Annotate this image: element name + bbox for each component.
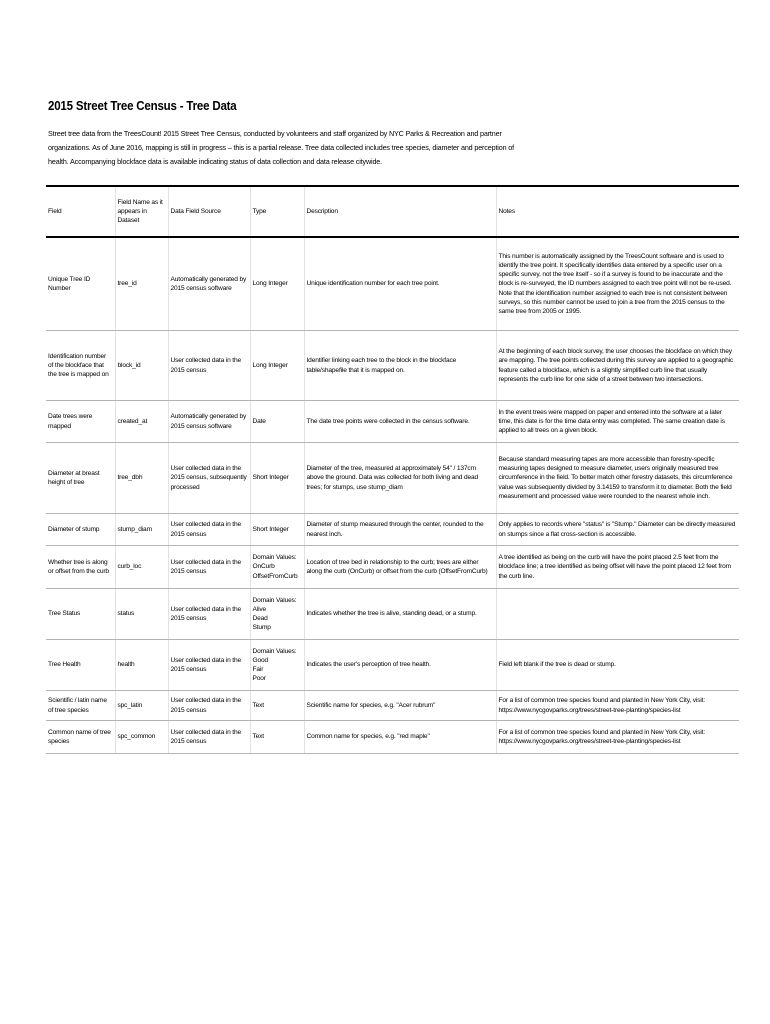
header-notes: Notes — [496, 186, 739, 237]
table-row — [46, 691, 739, 721]
cell-source: Automatically generated by 2015 census software — [168, 401, 250, 443]
cell-description: Common name for species, e.g. "red maple" — [304, 721, 496, 754]
cell-field-name: stump_diam — [115, 514, 168, 546]
cell-field-name: status — [115, 589, 168, 640]
cell-field-name: tree_dbh — [115, 443, 168, 514]
cell-source: User collected data in the 2015 census — [168, 331, 250, 401]
cell-field: Tree Status — [46, 589, 115, 640]
cell-field-name: spc_common — [115, 721, 168, 754]
cell-type: Text — [250, 691, 304, 721]
cell-field: Diameter at breast height of tree — [46, 443, 115, 514]
cell-field-name: block_id — [115, 331, 168, 401]
table-row — [46, 443, 739, 514]
cell-notes: Only applies to records where "status" is "Stump." Diameter can be directly measured on stumps since a flat cross-section is accessible. — [496, 514, 739, 546]
cell-notes: Field left blank if the tree is dead or stump. — [496, 640, 739, 691]
cell-source: User collected data in the 2015 census — [168, 514, 250, 546]
cell-field-name: curb_loc — [115, 546, 168, 589]
table-row — [46, 331, 739, 401]
cell-type: Long Integer — [250, 237, 304, 331]
cell-description: Location of tree bed in relationship to the curb; trees are either along the curb (OnCurb) or offset from the curb (OffsetFromCurb) — [304, 546, 496, 589]
cell-field-name: spc_latin — [115, 691, 168, 721]
cell-type: Date — [250, 401, 304, 443]
cell-source: Automatically generated by 2015 census software — [168, 237, 250, 331]
cell-field-name: tree_id — [115, 237, 168, 331]
cell-type: Domain Values: OnCurb OffsetFromCurb — [250, 546, 304, 589]
table-row — [46, 237, 739, 331]
cell-field: Tree Health — [46, 640, 115, 691]
cell-type: Domain Values: Good Fair Poor — [250, 640, 304, 691]
header-field-name: Field Name as it appears in Dataset — [115, 186, 168, 237]
cell-notes: For a list of common tree species found and planted in New York City, visit: https://www.nycgovparks.org/trees/street-tree-planting/species-list — [496, 721, 739, 754]
cell-field: Common name of tree species — [46, 721, 115, 754]
cell-type: Short Integer — [250, 443, 304, 514]
cell-source: User collected data in the 2015 census, subsequently processed — [168, 443, 250, 514]
cell-description: Diameter of the tree, measured at approximately 54" / 137cm above the ground. Data was collected for both living and dead trees; for stumps, use stump_diam — [304, 443, 496, 514]
cell-source: User collected data in the 2015 census — [168, 589, 250, 640]
cell-type: Domain Values: Alive Dead Stump — [250, 589, 304, 640]
cell-type: Text — [250, 721, 304, 754]
header-type: Type — [250, 186, 304, 237]
cell-field: Date trees were mapped — [46, 401, 115, 443]
cell-description: Indicates whether the tree is alive, standing dead, or a stump. — [304, 589, 496, 640]
cell-field: Scientific / latin name of tree species — [46, 691, 115, 721]
header-data-source: Data Field Source — [168, 186, 250, 237]
cell-field-name: created_at — [115, 401, 168, 443]
cell-field: Diameter of stump — [46, 514, 115, 546]
cell-notes: A tree identified as being on the curb will have the point placed 2.5 feet from the blockface line; a tree identified as being offset will have the point placed 12 feet from the curb line. — [496, 546, 739, 589]
cell-notes: This number is automatically assigned by the TreesCount software and is used to identify the tree point. It specifically identifies data entered by a specific user on a specific survey, not the tree itself - so if a survey is found to be inaccurate and the block is re-surveyed, the ID numbers assigned to each tree point will not be re-used. Note that the identification number assigned to each tree is not consistent between surveys, so this number cannot be used to join a tree from the 2015 census to the same tree from 2005 or 1995. — [496, 237, 739, 331]
cell-description: The date tree points were collected in the census software. — [304, 401, 496, 443]
header-field: Field — [46, 186, 115, 237]
data-dictionary-table — [46, 185, 739, 754]
cell-field: Identification number of the blockface that the tree is mapped on — [46, 331, 115, 401]
table-row — [46, 546, 739, 589]
table-row — [46, 401, 739, 443]
table-row — [46, 640, 739, 691]
cell-notes: At the beginning of each block survey, the user chooses the blockface on which they are mapping. The tree points collected during this survey are applied to a geographic feature called a blockface, which is a slightly simplified curb line that usually represents the curb line for one side of a street between two intersections. — [496, 331, 739, 401]
page-title: 2015 Street Tree Census - Tree Data — [48, 99, 237, 113]
cell-field: Unique Tree ID Number — [46, 237, 115, 331]
cell-field-name: health — [115, 640, 168, 691]
table-row — [46, 589, 739, 640]
cell-source: User collected data in the 2015 census — [168, 640, 250, 691]
intro-paragraph: Street tree data from the TreesCount! 2015 Street Tree Census, conducted by volunteers and staff organized by NYC Parks & Recreation and partner organizations. As of June 2016, mapping is still in progress – this is a partial release. Tree data collected includes tree species, diameter and perception of health. Accompanying blockface data is available indicating status of data collection and data release citywide. — [48, 129, 514, 166]
header-description: Description — [304, 186, 496, 237]
cell-source: User collected data in the 2015 census — [168, 721, 250, 754]
table-row — [46, 514, 739, 546]
cell-description: Scientific name for species, e.g. "Acer rubrum" — [304, 691, 496, 721]
table-row — [46, 721, 739, 754]
cell-source: User collected data in the 2015 census — [168, 691, 250, 721]
cell-description: Diameter of stump measured through the center, rounded to the nearest inch. — [304, 514, 496, 546]
table-header-row — [46, 186, 739, 237]
cell-description: Unique identification number for each tree point. — [304, 237, 496, 331]
cell-description: Identifier linking each tree to the block in the blockface table/shapefile that it is mapped on. — [304, 331, 496, 401]
cell-type: Short Integer — [250, 514, 304, 546]
cell-type: Long Integer — [250, 331, 304, 401]
cell-description: Indicates the user's perception of tree health. — [304, 640, 496, 691]
cell-notes: Because standard measuring tapes are more accessible than forestry-specific measuring tapes designed to measure diameter, users originally measured tree circumference in the field. To better match other forestry datasets, this circumference value was subsequently divided by 3.14159 to transform it to diameter. Both the field measurement and processed value were rounded to the nearest whole inch. — [496, 443, 739, 514]
cell-source: User collected data in the 2015 census — [168, 546, 250, 589]
cell-field: Whether tree is along or offset from the curb — [46, 546, 115, 589]
cell-notes: In the event trees were mapped on paper and entered into the software at a later time, this date is for the time data entry was completed. The same creation date is applied to all trees on a given block. — [496, 401, 739, 443]
cell-notes: For a list of common tree species found and planted in New York City, visit: https://www.nycgovparks.org/trees/street-tree-planting/species-list — [496, 691, 739, 721]
cell-notes — [496, 589, 739, 640]
